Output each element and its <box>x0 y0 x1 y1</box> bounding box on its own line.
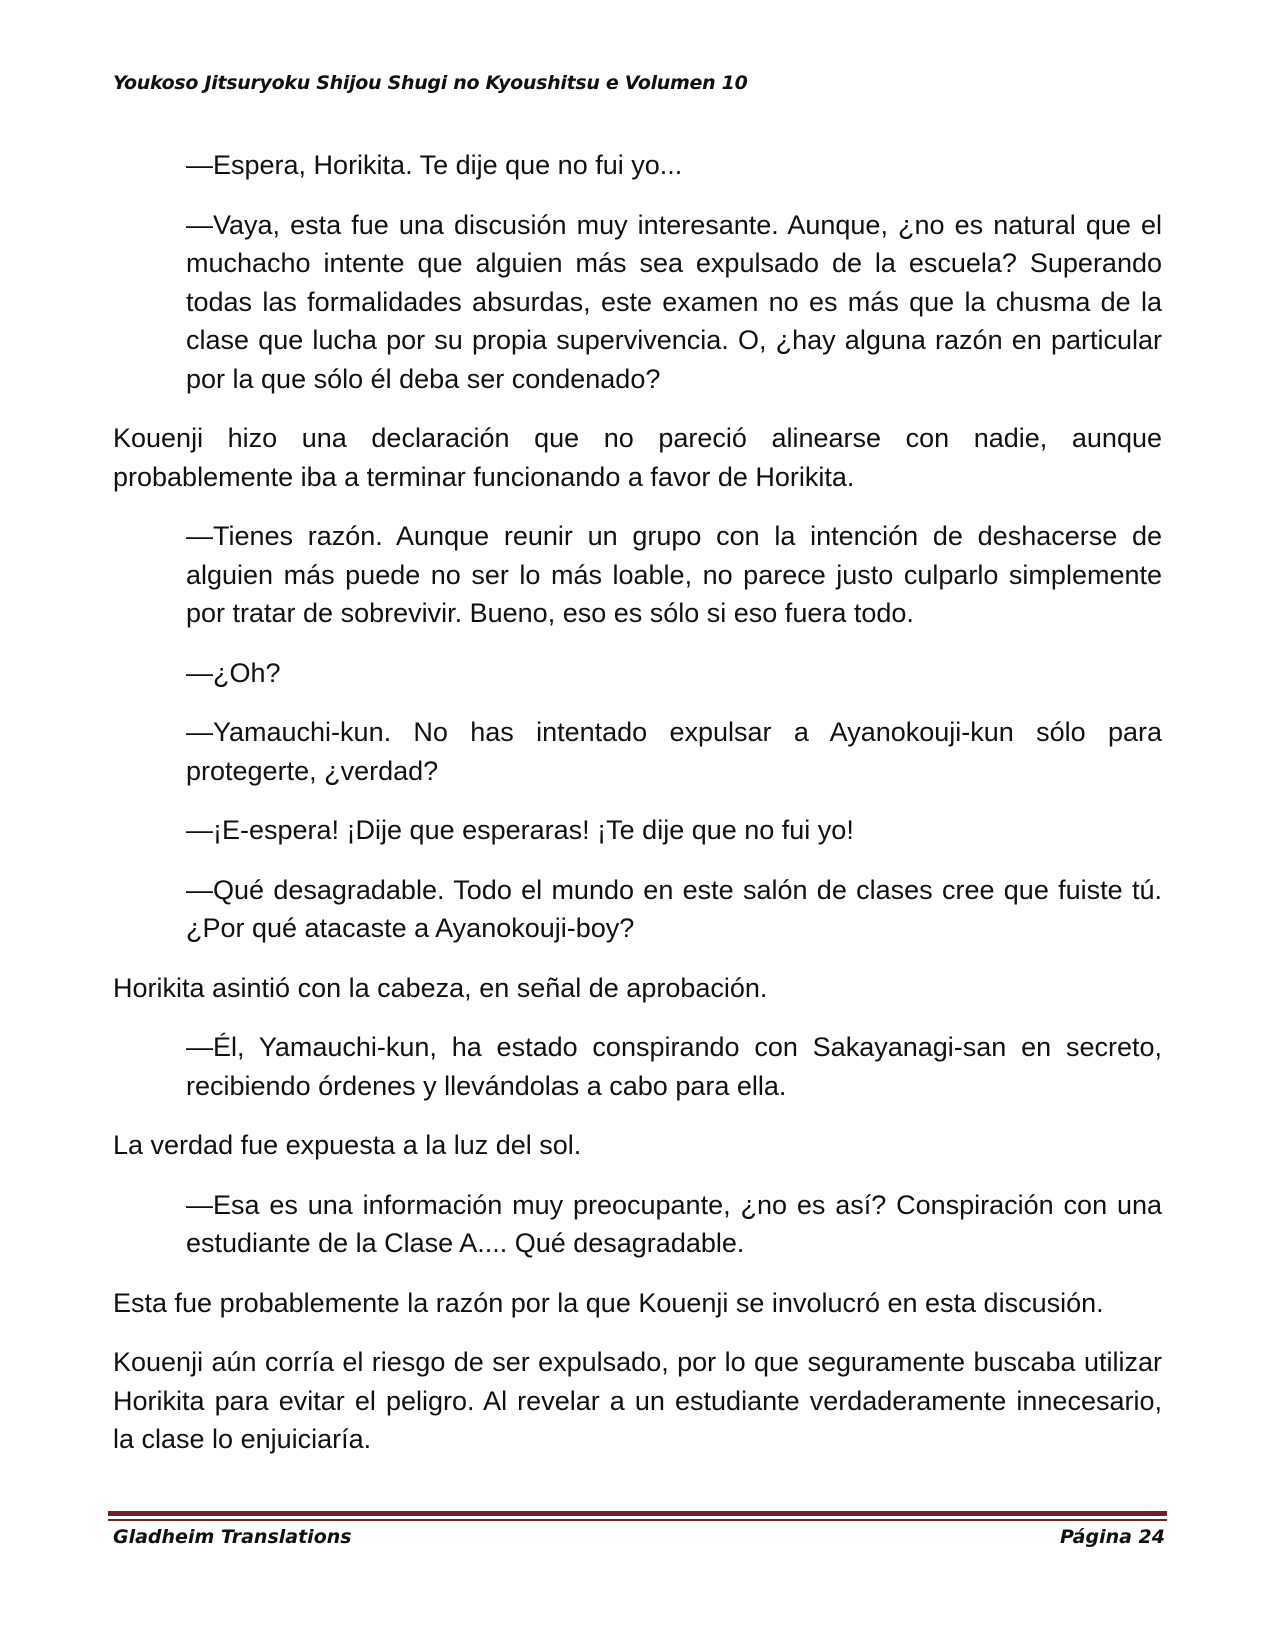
page-body <box>113 146 1162 1480</box>
footer-publisher: Gladheim Translations <box>113 1526 352 1548</box>
paragraph-narration: Esta fue probablemente la razón por la que Kouenji se involucró en esta discusión. <box>113 1287 1104 1318</box>
footer-divider-thick <box>108 1511 1167 1516</box>
paragraph-dialogue: —¿Oh? <box>186 657 281 688</box>
paragraph-narration: Kouenji hizo una declaración que no pareció alinearse con nadie, aunque probablemente iba a terminar funcionando a favor de Horikita. <box>113 423 1162 492</box>
paragraph-dialogue: —Esa es una información muy preocupante, ¿no es así? Conspiración con una estudiante de la Clase A.... Qué desagradable. <box>186 1189 1162 1258</box>
paragraph-narration: Kouenji aún corría el riesgo de ser expulsado, por lo que seguramente buscaba utilizar Horikita para evitar el peligro. Al revelar a un estudiante verdaderamente innecesario, la clase lo enjuiciaría. <box>113 1347 1162 1454</box>
paragraph-narration: Horikita asintió con la cabeza, en señal de aprobación. <box>113 972 768 1003</box>
paragraph-dialogue: —Él, Yamauchi-kun, ha estado conspirando con Sakayanagi-san en secreto, recibiendo órdenes y llevándolas a cabo para ella. <box>186 1032 1162 1101</box>
paragraph-dialogue: —Espera, Horikita. Te dije que no fui yo... <box>186 150 683 180</box>
paragraph-dialogue: —Qué desagradable. Todo el mundo en este salón de clases cree que fuiste tú. ¿Por qué atacaste a Ayanokouji-boy? <box>186 874 1162 943</box>
paragraph-dialogue: —¡E-espera! ¡Dije que esperaras! ¡Te dije que no fui yo! <box>186 815 854 845</box>
footer-divider-thin <box>108 1519 1167 1521</box>
paragraph-narration: La verdad fue expuesta a la luz del sol. <box>113 1130 582 1160</box>
paragraph-dialogue: —Tienes razón. Aunque reunir un grupo con la intención de deshacerse de alguien más puede no ser lo más loable, no parece justo culparlo simplemente por tratar de sobrevivir. Bueno, eso es sólo si eso fuera todo. <box>186 521 1162 628</box>
running-header: Youkoso Jitsuryoku Shijou Shugi no Kyoushitsu e Volumen 10 <box>113 72 748 94</box>
paragraph-dialogue: —Yamauchi-kun. No has intentado expulsar a Ayanokouji-kun sólo para protegerte, ¿verdad? <box>186 717 1162 786</box>
footer-page-number: Página 24 <box>1059 1526 1165 1548</box>
paragraph-dialogue: —Vaya, esta fue una discusión muy interesante. Aunque, ¿no es natural que el muchacho intente que alguien más sea expulsado de la escuela? Superando todas las formalidades absurdas, este examen no es más que la chusma de la clase que lucha por su propia supervivencia. O, ¿hay alguna razón en particular por la que sólo él deba ser condenado? <box>186 209 1162 394</box>
